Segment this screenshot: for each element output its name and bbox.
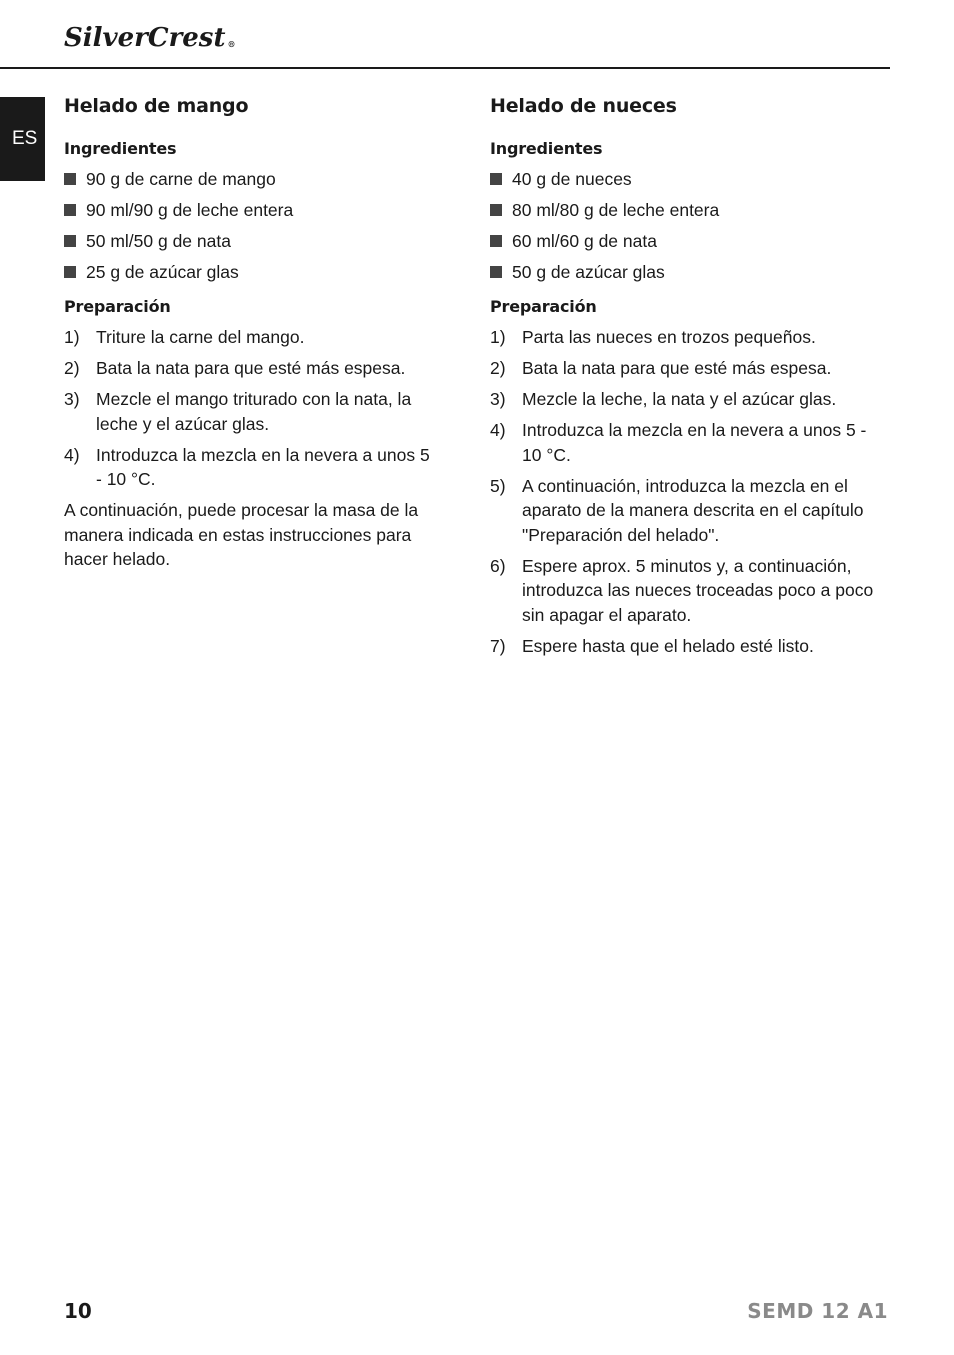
step-number: 1) xyxy=(64,327,80,347)
list-item xyxy=(64,167,434,191)
ingredient-text: 25 g de azúcar glas xyxy=(86,262,239,282)
step-number: 3) xyxy=(490,389,506,409)
step-text: Parta las nueces en trozos pequeños. xyxy=(522,327,816,347)
step-text: Espere aprox. 5 minutos y, a continuación, introduzca las nueces troceadas poco a poco sin apagar el aparato. xyxy=(522,555,874,625)
preparation-heading: Preparación xyxy=(64,297,171,316)
step-number: 5) xyxy=(490,475,506,496)
ingredients-heading: Ingredientes xyxy=(490,139,603,158)
square-bullet-icon xyxy=(490,204,502,216)
list-item xyxy=(490,167,880,191)
step-text: A continuación, introduzca la mezcla en el aparato de la manera descrita en el capítulo "Preparación del helado". xyxy=(522,475,864,545)
step-number: 2) xyxy=(64,358,80,378)
ingredient-text: 40 g de nueces xyxy=(512,169,632,189)
ingredients-list xyxy=(490,167,880,284)
model-number: SEMD 12 A1 xyxy=(747,1299,888,1323)
header-divider xyxy=(0,67,890,69)
step-text: Bata la nata para que esté más espesa. xyxy=(96,358,406,378)
step-text: Mezcle el mango triturado con la nata, la leche y el azúcar glas. xyxy=(96,389,412,434)
square-bullet-icon xyxy=(490,266,502,278)
list-item xyxy=(490,260,880,284)
list-item xyxy=(490,229,880,253)
brand-logo xyxy=(64,20,235,56)
closing-paragraph: A continuación, puede procesar la masa de la manera indicada en estas instrucciones para hacer helado. xyxy=(64,500,419,569)
ingredients-list xyxy=(64,167,434,284)
step-item xyxy=(490,634,880,659)
recipe-title: Helado de nueces xyxy=(490,95,677,117)
step-item xyxy=(490,554,880,628)
step-number: 3) xyxy=(64,389,80,409)
square-bullet-icon xyxy=(64,173,76,185)
square-bullet-icon xyxy=(64,204,76,216)
registered-mark: ® xyxy=(227,39,236,49)
step-text: Mezcle la leche, la nata y el azúcar glas. xyxy=(522,389,837,409)
step-text: Introduzca la mezcla en la nevera a unos 5 - 10 °C. xyxy=(522,420,867,465)
list-item xyxy=(64,198,434,222)
ingredient-text: 50 ml/50 g de nata xyxy=(86,231,231,251)
step-item xyxy=(490,474,880,548)
steps-list xyxy=(64,325,434,492)
step-number: 4) xyxy=(490,420,506,440)
ingredients-heading: Ingredientes xyxy=(64,139,177,158)
recipe-title: Helado de mango xyxy=(64,95,249,117)
step-text: Triture la carne del mango. xyxy=(96,327,305,347)
list-item xyxy=(64,229,434,253)
step-item xyxy=(490,387,880,412)
preparation-heading: Preparación xyxy=(490,297,597,316)
step-item xyxy=(64,443,434,492)
step-text: Bata la nata para que esté más espesa. xyxy=(522,358,832,378)
step-number: 6) xyxy=(490,555,506,576)
ingredient-text: 90 g de carne de mango xyxy=(86,169,276,189)
language-code: ES xyxy=(12,128,38,149)
step-number: 7) xyxy=(490,635,506,656)
step-text: Introduzca la mezcla en la nevera a unos 5 - 10 °C. xyxy=(96,444,430,489)
step-number: 2) xyxy=(490,358,506,378)
mango-recipe xyxy=(64,92,434,572)
step-item xyxy=(64,387,434,436)
step-item xyxy=(64,325,434,350)
square-bullet-icon xyxy=(490,235,502,247)
walnut-recipe xyxy=(490,92,880,665)
step-item xyxy=(64,356,434,381)
list-item xyxy=(64,260,434,284)
step-text: Espere hasta que el helado esté listo. xyxy=(522,635,814,656)
step-item xyxy=(490,325,880,350)
ingredient-text: 50 g de azúcar glas xyxy=(512,262,665,282)
ingredient-text: 60 ml/60 g de nata xyxy=(512,231,657,251)
brand-name: SilverCrest xyxy=(64,23,226,53)
list-item xyxy=(490,198,880,222)
step-number: 4) xyxy=(64,444,80,465)
language-tab xyxy=(0,97,45,181)
step-item xyxy=(490,356,880,381)
square-bullet-icon xyxy=(64,266,76,278)
ingredient-text: 90 ml/90 g de leche entera xyxy=(86,200,294,220)
square-bullet-icon xyxy=(490,173,502,185)
ingredient-text: 80 ml/80 g de leche entera xyxy=(512,200,720,220)
step-item xyxy=(490,418,880,467)
square-bullet-icon xyxy=(64,235,76,247)
steps-list xyxy=(490,325,880,658)
step-number: 1) xyxy=(490,327,506,347)
page-number: 10 xyxy=(64,1299,92,1323)
